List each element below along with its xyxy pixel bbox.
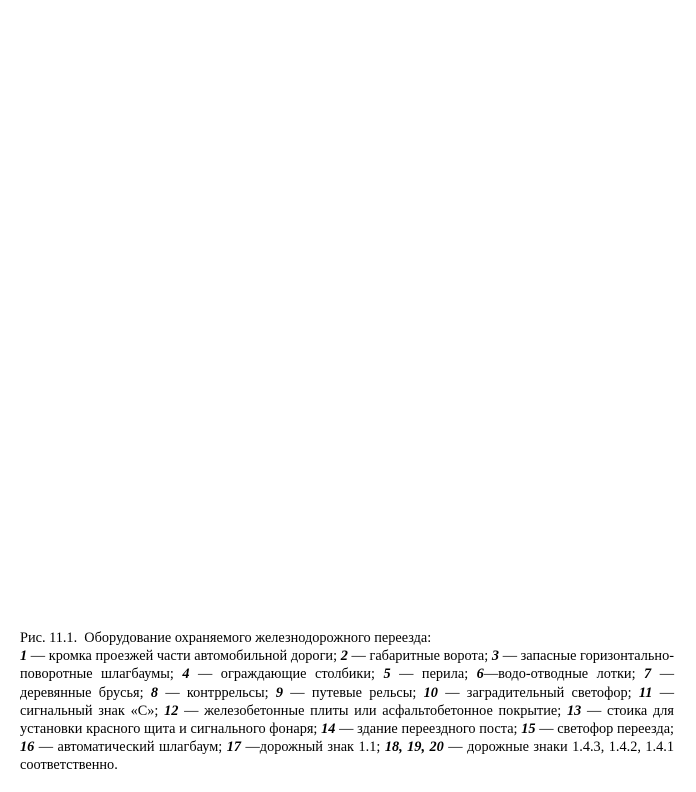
caption-legend xyxy=(20,647,674,774)
figure-caption xyxy=(20,629,674,775)
legend-text: — сигнальный знак «С»; xyxy=(20,684,675,719)
legend-number: 2 xyxy=(340,648,348,665)
legend-text: — железобетонные плиты или асфальтобетонное покрытие; xyxy=(178,702,567,719)
legend-text: —дорожный знак 1.1; xyxy=(241,739,385,756)
legend-number: 11 xyxy=(638,684,653,701)
legend-number: 14 xyxy=(321,721,336,738)
legend-number: 13 xyxy=(566,702,582,719)
legend-number: 15 xyxy=(521,721,536,738)
legend-text: — ограждающие столбики; xyxy=(189,666,384,683)
legend-text: — запасные горизонтально-поворотные шлагбаумы; xyxy=(20,648,674,683)
legend-text: — кромка проезжей части автомобильной дороги; xyxy=(27,648,341,665)
legend-number: 3 xyxy=(491,648,500,665)
legend-number: 5 xyxy=(383,666,391,683)
legend-text: — здание переездного поста; xyxy=(335,721,522,738)
legend-number: 18, 19, 20 xyxy=(384,739,444,756)
legend-number: 4 xyxy=(182,666,190,683)
legend-text: — заградительный светофор; xyxy=(437,684,639,701)
legend-text: — габаритные ворота; xyxy=(347,648,492,665)
legend-text: —водо-отводные лотки; xyxy=(483,666,645,683)
legend-number: 12 xyxy=(164,702,179,719)
legend-number: 17 xyxy=(226,739,242,756)
legend-text: — путевые рельсы; xyxy=(283,684,424,701)
legend-number: 6 xyxy=(476,666,484,683)
legend-number: 7 xyxy=(644,666,652,683)
legend-number: 1 xyxy=(20,648,28,665)
caption-title: Рис. 11.1. Оборудование охраняемого железнодорожного переезда: xyxy=(20,630,432,646)
legend-text: — автоматический шлагбаум; xyxy=(34,739,227,756)
legend-number: 10 xyxy=(423,684,438,701)
legend-text: — контррельсы; xyxy=(158,684,276,701)
legend-text: — деревянные брусья; xyxy=(20,666,674,701)
legend-text: — светофор переезда; xyxy=(535,721,675,738)
legend-number: 8 xyxy=(150,684,159,701)
legend-text: — стоика для установки красного щита и сигнального фонаря; xyxy=(20,702,674,738)
legend-number: 9 xyxy=(275,684,284,701)
legend-text: — дорожные знаки 1.4.3, 1.4.2, 1.4.1 соответственно. xyxy=(20,739,674,774)
legend-number: 16 xyxy=(20,739,35,756)
legend-text: — перила; xyxy=(390,666,477,683)
